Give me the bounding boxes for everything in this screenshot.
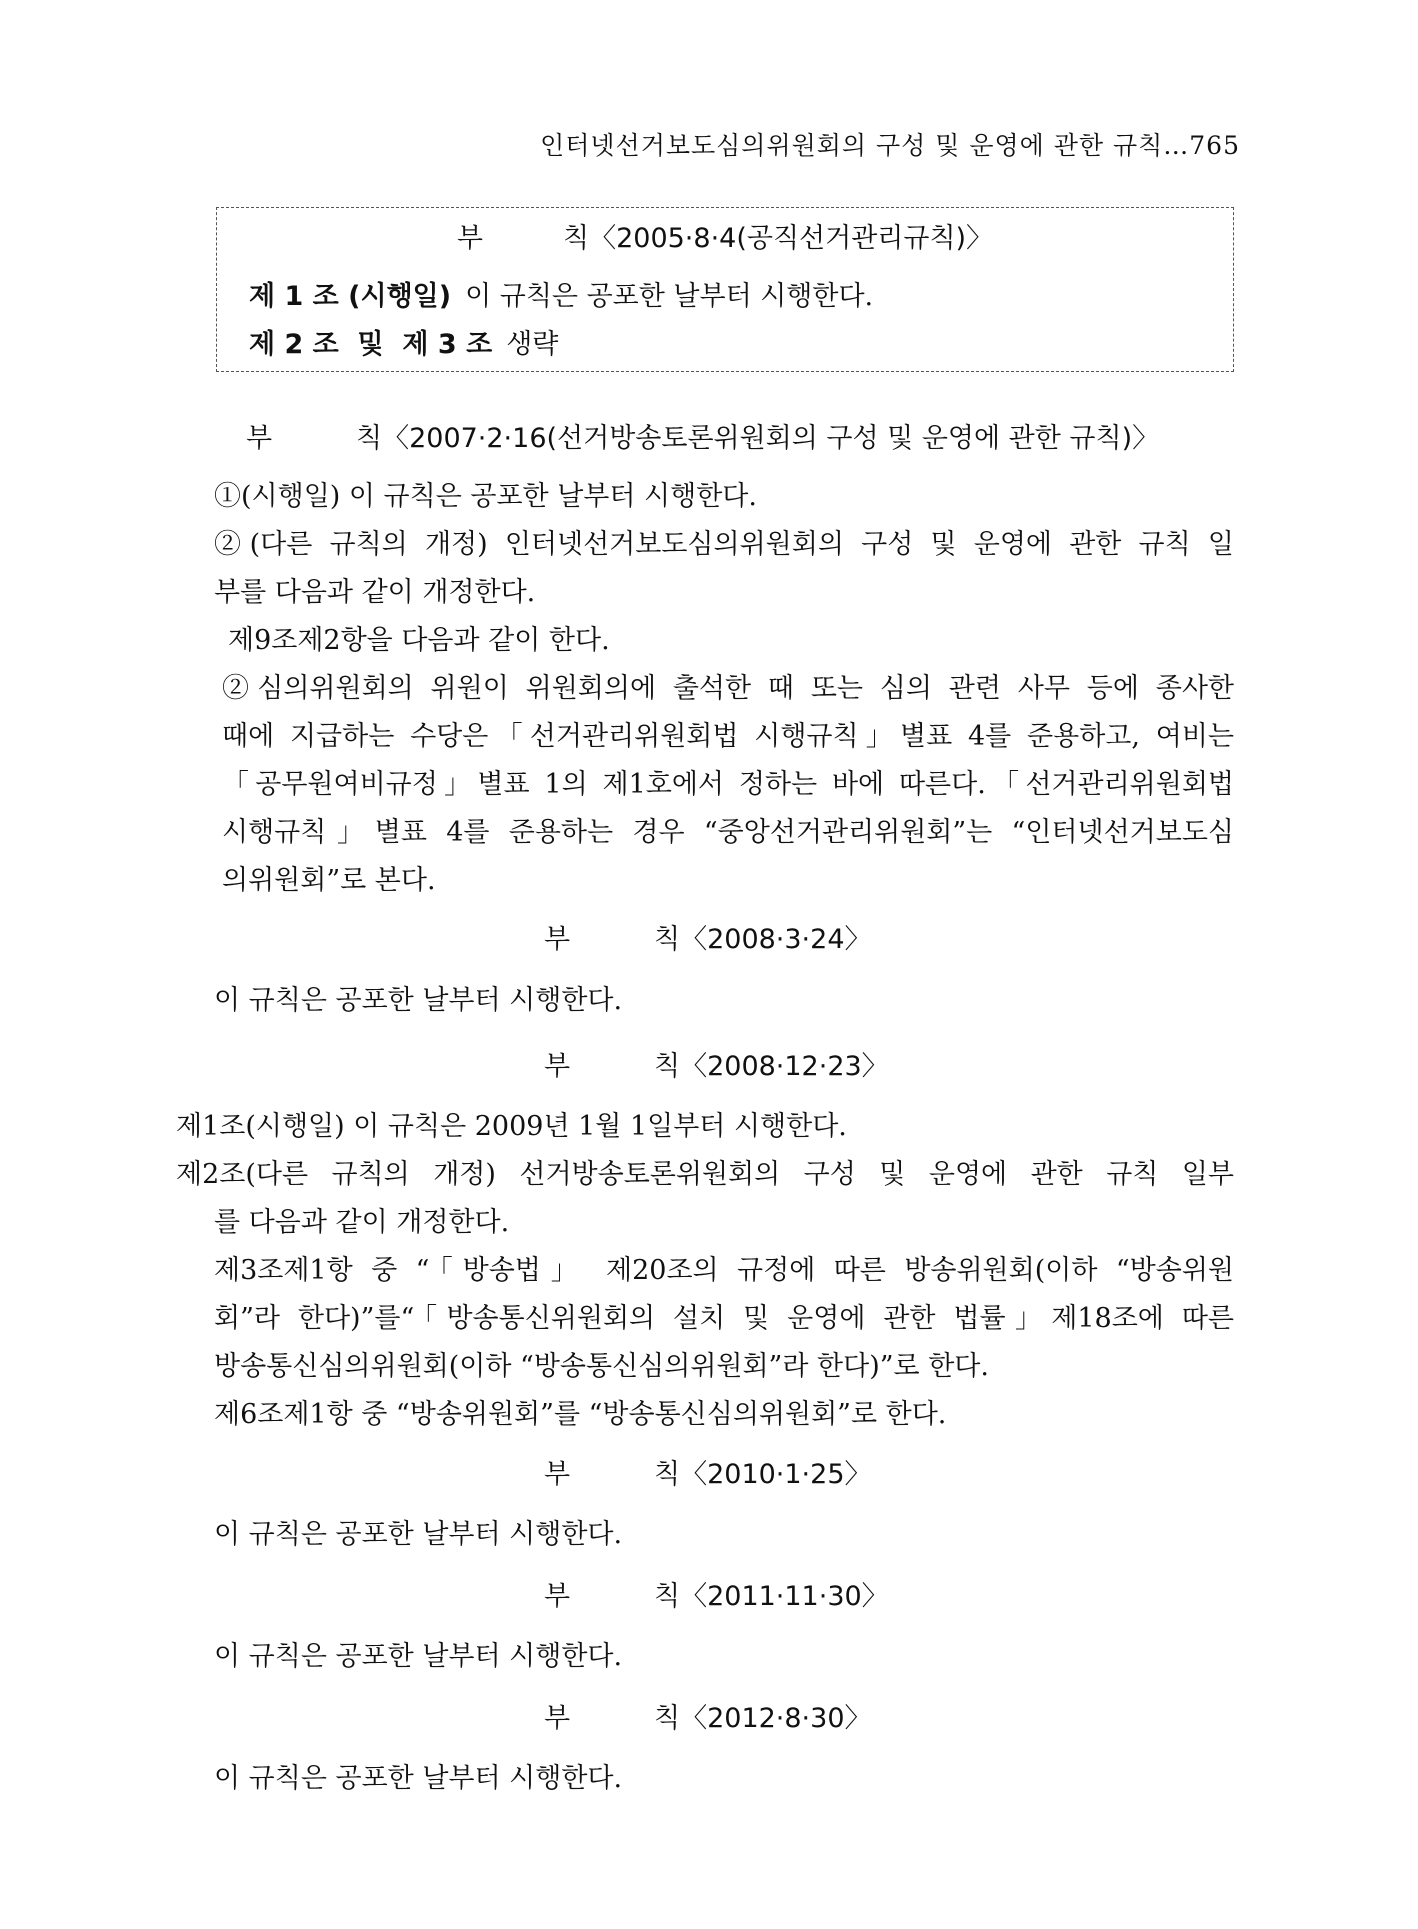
article-label: 제 2 조 및 제 3 조 — [249, 329, 493, 360]
body-line: 이 규칙은 공포한 날부터 시행한다. — [214, 1641, 623, 1672]
section-bu: 부 — [456, 223, 484, 254]
body-line: 제3조제1항 중 “「방송법」 제20조의 규정에 따른 방송위원회(이하 “방송위원 — [214, 1255, 1234, 1286]
article-line — [249, 274, 873, 313]
body-line: 를 다음과 같이 개정한다. — [214, 1207, 510, 1238]
section-chik: 칙〈2012·8·30〉 — [654, 1703, 872, 1734]
section-chik: 칙〈2008·12·23〉 — [654, 1051, 889, 1082]
section-title — [544, 917, 872, 956]
section-title — [246, 416, 1159, 455]
article-text: 이 규칙은 공포한 날부터 시행한다. — [465, 281, 874, 312]
body-line: 부를 다음과 같이 개정한다. — [214, 577, 536, 608]
section-bu: 부 — [544, 1051, 571, 1082]
section-chik: 칙〈2011·11·30〉 — [654, 1581, 889, 1612]
body-line: 회”라 한다)”를“「방송통신위원회의 설치 및 운영에 관한 법률」제18조에 따른 — [214, 1303, 1234, 1334]
section-chik: 칙〈2007·2·16(선거방송토론위원회의 구성 및 운영에 관한 규칙)〉 — [356, 423, 1160, 454]
boxed-supplementary-2005 — [216, 207, 1234, 372]
body-line: 때에 지급하는 수당은「선거관리위원회법 시행규칙」별표 4를 준용하고, 여비는 — [222, 721, 1234, 752]
article-line — [249, 322, 558, 361]
body-line: ②심의위원회의 위원이 위원회의에 출석한 때 또는 심의 관련 사무 등에 종사한 — [222, 673, 1234, 704]
body-line: 시행규칙」별표 4를 준용하는 경우 “중앙선거관리위원회”는 “인터넷선거보도심 — [222, 817, 1234, 848]
body-line: 「공무원여비규정」별표 1의 제1호에서 정하는 바에 따른다.「선거관리위원회법 — [222, 769, 1234, 800]
section-bu: 부 — [544, 1703, 571, 1734]
article-label: 제 1 조 (시행일) — [249, 281, 452, 312]
body-line: 방송통신심의위원회(이하 “방송통신심의위원회”라 한다)”로 한다. — [214, 1351, 989, 1382]
section-bu: 부 — [246, 423, 273, 454]
body-line: ②(다른 규칙의 개정) 인터넷선거보도심의위원회의 구성 및 운영에 관한 규칙 일 — [214, 529, 1234, 560]
section-bu: 부 — [544, 924, 571, 955]
section-title — [217, 216, 1233, 255]
section-bu: 부 — [544, 1459, 571, 1490]
body-line: 의위원회”로 본다. — [222, 865, 436, 896]
body-line: 이 규칙은 공포한 날부터 시행한다. — [214, 1763, 623, 1794]
section-title — [544, 1044, 889, 1083]
section-title — [544, 1574, 889, 1613]
running-header: 인터넷선거보도심의위원회의 구성 및 운영에 관한 규칙…765 — [540, 131, 1240, 160]
article-text: 생략 — [506, 329, 559, 360]
body-line: 제1조(시행일) 이 규칙은 2009년 1월 1일부터 시행한다. — [176, 1111, 847, 1142]
body-line: 이 규칙은 공포한 날부터 시행한다. — [214, 985, 623, 1016]
section-chik: 칙〈2008·3·24〉 — [654, 924, 872, 955]
body-line: 이 규칙은 공포한 날부터 시행한다. — [214, 1519, 623, 1550]
section-bu: 부 — [544, 1581, 571, 1612]
section-chik: 칙〈2005·8·4(공직선거관리규칙)〉 — [563, 223, 994, 254]
body-line: 제6조제1항 중 “방송위원회”를 “방송통신심의위원회”로 한다. — [214, 1399, 947, 1430]
body-line: 제9조제2항을 다음과 같이 한다. — [228, 625, 610, 656]
body-line: ①(시행일) 이 규칙은 공포한 날부터 시행한다. — [214, 481, 757, 512]
section-title — [544, 1696, 872, 1735]
section-chik: 칙〈2010·1·25〉 — [654, 1459, 872, 1490]
section-title — [544, 1452, 872, 1491]
body-line: 제2조(다른 규칙의 개정) 선거방송토론위원회의 구성 및 운영에 관한 규칙 일부 — [176, 1159, 1234, 1190]
